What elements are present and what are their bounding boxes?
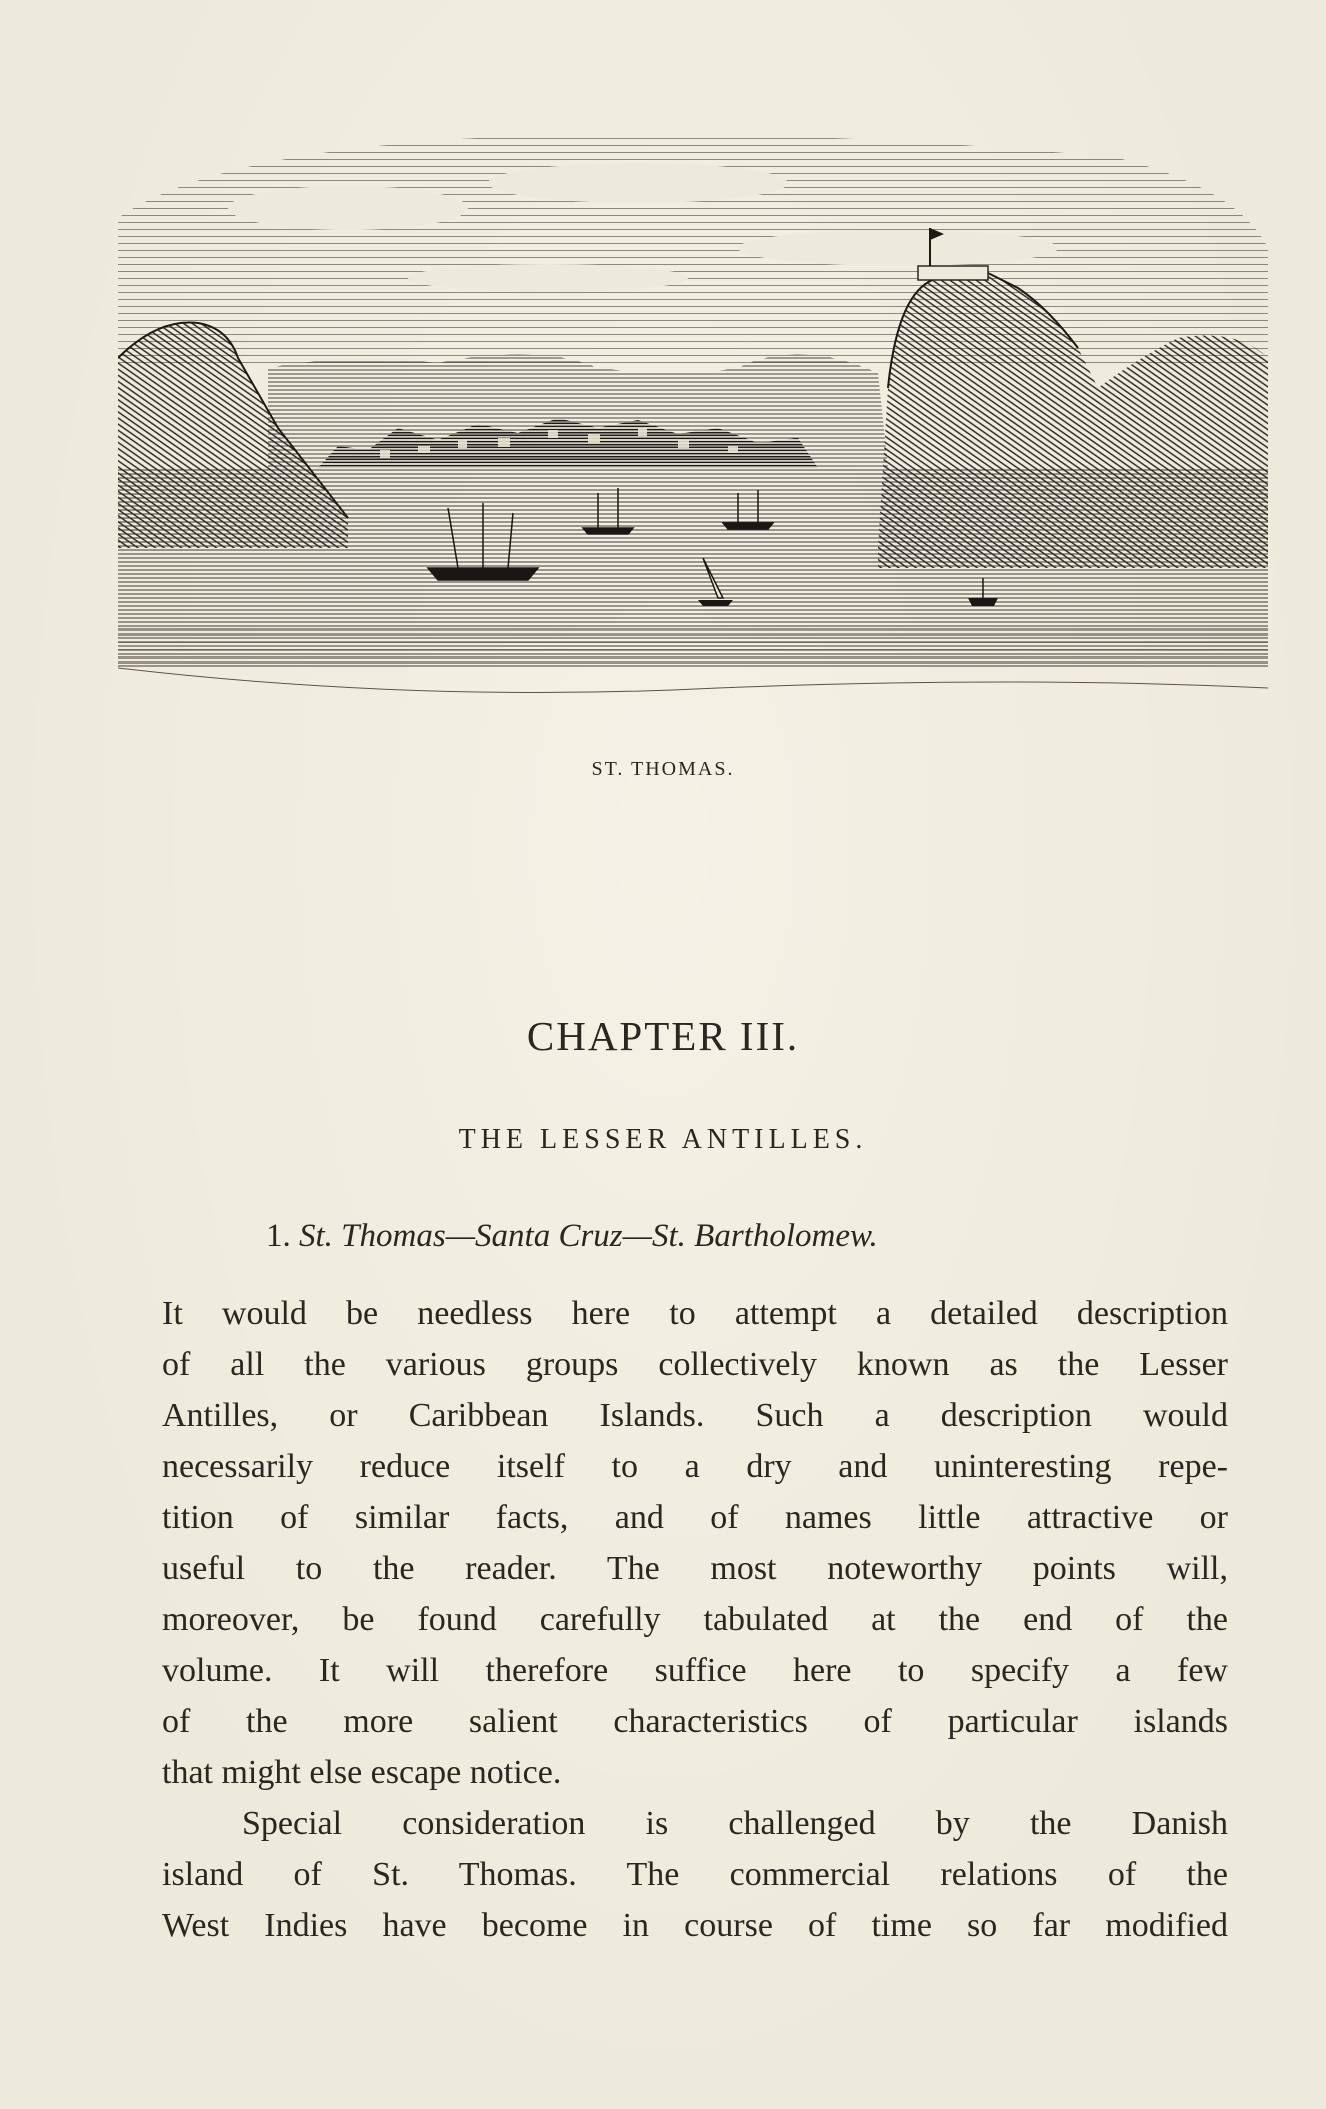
section-number: 1. bbox=[266, 1218, 291, 1254]
body-line: necessarily reduce itself to a dry and uninteresting repe- bbox=[162, 1448, 1228, 1485]
chapter-subtitle: THE LESSER ANTILLES. bbox=[458, 1124, 868, 1155]
chapter-heading: CHAPTER III. bbox=[526, 1013, 800, 1059]
body-line: It would be needless here to attempt a detailed description bbox=[162, 1295, 1228, 1332]
body-line: Antilles, or Caribbean Islands. Such a description would bbox=[162, 1397, 1228, 1434]
body-line: of the more salient characteristics of particular islands bbox=[162, 1703, 1228, 1740]
body-line: volume. It will therefore suffice here to specify a few bbox=[162, 1652, 1228, 1689]
body-line: moreover, be found carefully tabulated at the end of the bbox=[162, 1601, 1228, 1638]
illustration-caption: ST. THOMAS. bbox=[591, 758, 735, 780]
body-text bbox=[162, 1288, 1228, 1951]
section-heading bbox=[266, 1218, 878, 1255]
body-line: of all the various groups collectively known as the Lesser bbox=[162, 1346, 1228, 1383]
section-title: St. Thomas—Santa Cruz—St. Bartholomew. bbox=[299, 1218, 878, 1254]
body-line: tition of similar facts, and of names little attractive or bbox=[162, 1499, 1228, 1536]
body-line: Special consideration is challenged by the Danish bbox=[242, 1805, 1228, 1842]
st-thomas-engraving bbox=[118, 128, 1268, 708]
body-line: West Indies have become in course of time so far modified bbox=[162, 1907, 1228, 1944]
body-line: useful to the reader. The most noteworthy points will, bbox=[162, 1550, 1228, 1587]
body-line: that might else escape notice. bbox=[162, 1754, 562, 1791]
body-line: island of St. Thomas. The commercial relations of the bbox=[162, 1856, 1228, 1893]
